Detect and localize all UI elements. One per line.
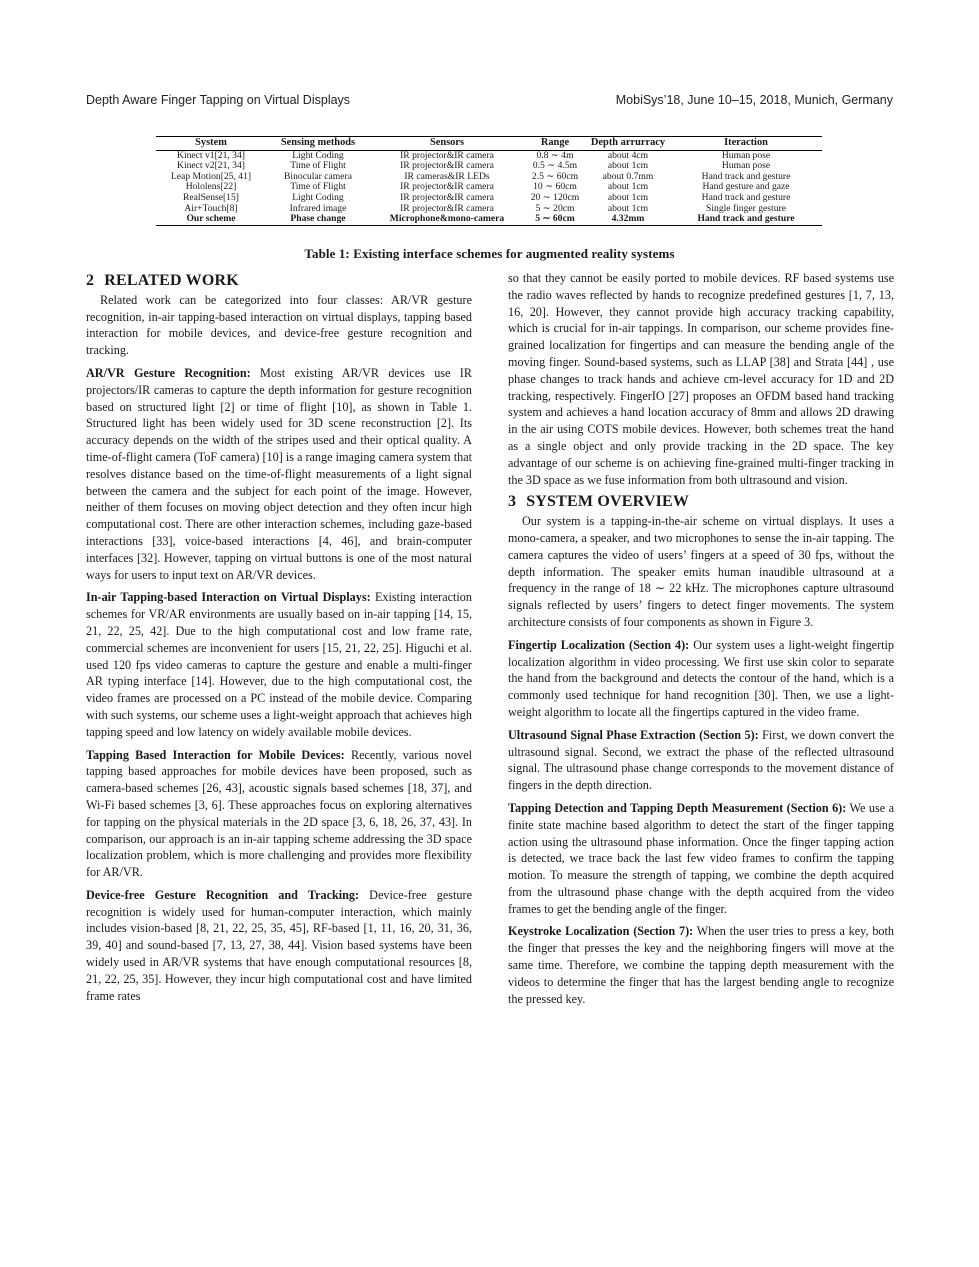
table-cell: Human pose: [721, 160, 771, 172]
paragraph-body: Device-free gesture recognition is widely used for human-computer interaction, which mainly includes vision-based [8, 21, 22, 25, 35, 45], RF-based [1, 11, 16, 20, 31, 36, 39, 40] and sound-based [7, 13, 27, 38, 44]. Vision based systems have been widely used in AR/VR systems that have enough computational resources [8, 21, 22, 25, 35]. However, they incur high computational cost and have limited frame rates: [86, 887, 472, 1003]
table-cell: Time of Flight: [290, 181, 346, 193]
table-cell: about 4cm: [607, 149, 649, 161]
section-title: RELATED WORK: [104, 272, 239, 289]
running-header: [86, 93, 893, 111]
paragraph-continuation: so that they cannot be easily ported to mobile devices. RF based systems use the radio waves reflected by hands to recognize predefined gestures [1, 7, 13, 16, 20]. However, they cannot provide high accuracy tracking capability, which is crucial for in-air tappings. In comparison, our scheme provides fine-grained localization for fingertips and can measure the bending angle of the moving finger. Sound-based systems, such as LLAP [38] and Strata [44] , use phase changes to track hands and achieve cm-level accuracy for 1D and 2D tracking, respectively. FingerIO [27] proposes an OFDM based hand tracking system and achieves a hand location accuracy of 8mm and allows 2D drawing in the air using COTS mobile devices. However, both schemes treat the hand as a single object and only provide tracking in the 2D space. The key advantage of our scheme is on achieving fine-grained multi-finger tracking in the 3D space as we fuse information from both ultrasound and vision.: [508, 271, 894, 487]
left-column: [86, 270, 472, 1010]
table-header-cell: Sensors: [370, 137, 524, 151]
table-cell: Light Coding: [292, 191, 344, 203]
paragraph-body: We use a finite state machine based algorithm to detect the start of the finger tapping action using the ultrasound phase information. Once the finger tapping action is detected, we trace back the last few video frames to confirm the tapping motion. To measure the strength of tapping, we combine the depth acquired from the ultrasound phase change with the depth acquired from the video frames to get the bending angle of the finger.: [508, 800, 894, 916]
paragraph-body: Our system uses a light-weight fingertip localization algorithm in video processing. We first use skin color to separate the hand from the background and detects the contour of the hand, which is a commonly used technique for hand recognition [30]. Then, we use a light-weight algorithm to locate all the fingertips captured in the video frame.: [508, 637, 894, 719]
section-heading-system-overview: [508, 494, 894, 511]
table-cell: IR projector&IR camera: [400, 160, 494, 172]
paragraph-in-air: [86, 589, 472, 740]
table-cell: Kinect v1[21, 34]: [177, 149, 245, 161]
paragraph-body: Recently, various novel tapping based approaches for mobile devices have been proposed, such as camera-based schemes [26, 43], acoustic signals based schemes [18, 37], and Wi-Fi based schemes [3, 6]. These approaches focus on exploring alternatives for tapping on the physical materials in the 2D space [3, 6, 18, 26, 37, 43]. In comparison, our approach is an in-air tapping scheme addressing the 3D space localization problem, which is more challenging and provides more flexibility for AR/VR.: [86, 747, 472, 880]
table-cell: 4.32mm: [586, 214, 670, 225]
table-cell: Hand gesture and gaze: [702, 181, 790, 193]
table-cell: IR projector&IR camera: [400, 181, 494, 193]
right-column: [508, 270, 894, 1013]
table-cell: about 1cm: [607, 191, 649, 203]
table-cell: Kinect v2[21, 34]: [177, 160, 245, 172]
system-overview-intro: Our system is a tapping-in-the-air scheme on virtual displays. It uses a mono-camera, a speaker, and two microphones to sense the in-air tapping. The camera captures the video of users’ fingers at a speed of 30 fps, without the depth information. The speaker emits human inaudible ultrasound at a frequency in the range of 18 ∼ 22 kHz. The microphones capture ultrasound signals reflected by users’ fingers to detect finger movements. The system architecture consists of four components as shown in Figure 3.: [508, 514, 894, 629]
table-cell: about 1cm: [607, 202, 649, 214]
related-work-intro: Related work can be categorized into four classes: AR/VR gesture recognition, in-air tapping-based interaction on virtual displays, tapping based interaction for mobile devices, and device-free gesture recognition and tracking.: [86, 292, 472, 358]
table-row: [156, 193, 822, 204]
paragraph-body: First, we down convert the ultrasound signal. Second, we extract the phase of the reflected ultrasound signal. The ultrasound phase change corresponds to the movement distance of fingers in the depth direction.: [508, 727, 894, 793]
table-cell: about 0.7mm: [602, 170, 654, 182]
table-cell: 2.5 ∼ 60cm: [531, 170, 579, 182]
table-cell: IR projector&IR camera: [400, 191, 494, 203]
section-number: 3: [508, 493, 517, 511]
table-cell: Phase change: [266, 214, 370, 225]
table-cell: 0.5 ∼ 4.5m: [532, 160, 578, 172]
table-cell: 5 ∼ 20cm: [535, 202, 575, 214]
paragraph-ultrasound: [508, 727, 894, 794]
run-in-heading: Keystroke Localization (Section 7):: [508, 924, 694, 939]
paragraph-ar-vr: [86, 365, 472, 583]
table-header-cell: System: [156, 137, 266, 151]
table-cell: Microphone&mono-camera: [370, 214, 524, 225]
table-cell: 10 ∼ 60cm: [533, 181, 577, 193]
run-in-heading: Fingertip Localization (Section 4):: [508, 637, 690, 652]
table-cell: Our scheme: [156, 214, 266, 225]
paragraph-tapping: [508, 800, 894, 918]
table-cell: Time of Flight: [290, 160, 346, 172]
run-in-heading: Device-free Gesture Recognition and Tracking:: [86, 887, 360, 902]
table-header-cell: Sensing methods: [266, 137, 370, 151]
paragraph-keystroke: [508, 923, 894, 1007]
table-header-cell: Depth arrurracy: [586, 137, 670, 151]
table-cell: 0.8 ∼ 4m: [536, 149, 574, 161]
paragraph-body: When the user tries to press a key, both the finger that presses the key and the neighboring fingers will move at the same time. Therefore, we combine the tapping depth measurement with the videos to determine the finger that has the largest bending angle to recognize the pressed key.: [508, 924, 894, 1006]
paragraph-fingertip: [508, 637, 894, 721]
table-caption: Table 1: Existing interface schemes for augmented reality systems: [304, 246, 675, 261]
table-cell: 5 ∼ 60cm: [524, 214, 586, 225]
table-cell: Hand track and gesture: [701, 191, 791, 203]
header-title: Depth Aware Finger Tapping on Virtual Displays: [86, 93, 351, 107]
run-in-heading: Tapping Based Interaction for Mobile Devices:: [86, 747, 345, 762]
section-heading-related-work: [86, 273, 472, 290]
run-in-heading: Ultrasound Signal Phase Extraction (Section 5):: [508, 727, 759, 742]
table-header-cell: Iteraction: [670, 137, 822, 151]
table-row: [156, 214, 822, 225]
run-in-heading: Tapping Detection and Tapping Depth Measurement (Section 6):: [508, 800, 847, 815]
table-cell: RealSense[15]: [183, 191, 239, 203]
table-cell: Leap Motion[25, 41]: [170, 170, 252, 182]
table-cell: IR cameras&IR LEDs: [404, 170, 490, 182]
table-cell: IR projector&IR camera: [400, 149, 494, 161]
run-in-heading: AR/VR Gesture Recognition:: [86, 365, 251, 380]
table-cell: 20 ∼ 120cm: [530, 191, 580, 203]
table-cell: about 1cm: [607, 181, 649, 193]
table-1: [156, 136, 822, 226]
table-cell: about 1cm: [607, 160, 649, 172]
table-cell: Single finger gesture: [706, 202, 786, 214]
table-cell: IR projector&IR camera: [400, 202, 494, 214]
table-cell: Light Coding: [292, 149, 344, 161]
section-number: 2: [86, 272, 95, 289]
table-cell: Hand track and gesture: [670, 214, 822, 225]
table-cell: Hololens[22]: [185, 181, 237, 193]
run-in-heading: In-air Tapping-based Interaction on Virtual Displays:: [86, 590, 371, 605]
table-cell: Air+Touch[8]: [184, 202, 238, 214]
section-title: SYSTEM OVERVIEW: [526, 493, 690, 511]
paragraph-mobile: [86, 747, 472, 881]
header-venue: MobiSys’18, June 10–15, 2018, Munich, Germany: [615, 93, 893, 107]
table-cell: Binocular camera: [284, 170, 352, 182]
paragraph-device-free: [86, 887, 472, 1005]
paragraph-body: Existing interaction schemes for VR/AR environments are usually based on in-air tapping [14, 15, 21, 22, 25, 42]. Due to the high computational cost and low frame rate, commercial schemes are inconvenient for users [15, 21, 22, 25]. Higuchi et al. used 120 fps video cameras to capture the gesture and enable a multi-finger AR typing interface [14]. However, due to the high computational cost, the video frames are processed on a PC instead of the mobile device. Comparing with such systems, our scheme uses a light-weight approach that achieves high tapping speed and low latency on widely available mobile devices.: [86, 590, 472, 739]
table-cell: Infrared image: [289, 202, 347, 214]
table-cell: Hand track and gesture: [701, 170, 791, 182]
paragraph-body: Most existing AR/VR devices use IR projectors/IR cameras to capture the depth information for gesture recognition based on structured light [2] or time of flight [10], as shown in Table 1. Structured light has been widely used for 3D scene reconstruction [2]. Its accuracy depends on the width of the stripes used and their optical quality. A time-of-flight camera (ToF camera) [10] is a range imaging camera system that resolves distance based on the time-of-flight measurements of a light signal between the camera and the subject for each point of the image. However, neither of them focuses on moving object detection and they often incur high computational cost. There are other interaction schemes, including gaze-based interactions [33], voice-based interactions [4, 46], and brain-computer interfaces [32]. However, tapping on virtual buttons is one of the most natural ways for users to input text on AR/VR devices.: [86, 365, 472, 582]
table-cell: Human pose: [721, 149, 771, 161]
table-header-cell: Range: [524, 137, 586, 151]
